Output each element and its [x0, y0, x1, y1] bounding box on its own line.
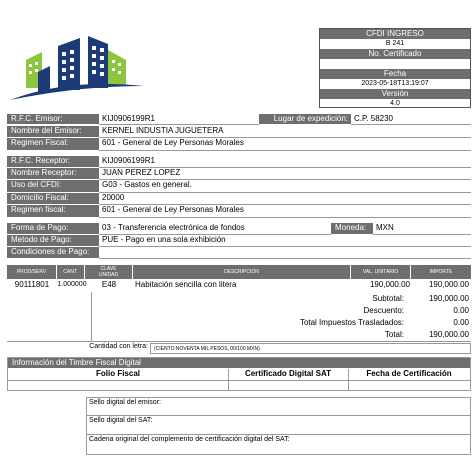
conceptos-header — [7, 265, 471, 279]
subtotal-label: Subtotal: — [372, 294, 404, 303]
metodo-pago: PUE - Pago en una sola exhibición — [99, 235, 471, 247]
row-clave: E48 — [101, 280, 117, 289]
cfdi-fecha-value: 2023-05-18T13:19:07 — [361, 80, 429, 87]
table-row — [7, 280, 471, 290]
descuento: 0.00 — [453, 306, 469, 315]
divider — [91, 292, 92, 342]
cfdi-cert-value — [320, 59, 470, 69]
receptor-regimen: 601 - General de Ley Personas Morales — [102, 205, 244, 214]
cadena-original-label: Cadena original del complemento de certificación digital del SAT: — [89, 436, 290, 443]
condiciones-pago-label: Condiciones de Pago: — [7, 247, 99, 259]
forma-pago-label: Forma de Pago: — [7, 223, 99, 235]
total-label: Total: — [384, 330, 404, 339]
condiciones-pago — [99, 247, 471, 259]
row-cant: 1.000000 — [57, 281, 87, 288]
receptor-section — [7, 156, 471, 218]
sello-emisor-box — [86, 397, 471, 416]
company-logo — [8, 30, 148, 102]
sello-sat-label: Sello digital del SAT: — [89, 417, 153, 424]
sello-sat-box — [86, 416, 471, 435]
receptor-regimen-label: Regimen fiscal: — [7, 205, 99, 218]
col-descripcion: DESCRIPCION — [133, 265, 351, 279]
cfdi-version-value: 4.0 — [390, 100, 400, 107]
cfdi-folio: B 241 — [385, 40, 405, 47]
emisor-rfc-label: R.F.C. Emisor: — [7, 114, 99, 125]
traslados: 0.00 — [453, 318, 469, 327]
cfdi-fecha-label: Fecha — [320, 69, 470, 79]
cfdi-title: CFDI INGRESO — [320, 29, 470, 39]
emisor-nombre: KERNEL INDUSTIA JUGUETERA — [99, 126, 471, 138]
moneda: MXN — [373, 223, 471, 235]
emisor-regimen: 601 - General de Ley Personas Morales — [102, 138, 244, 147]
cfdi-version-label: Versión — [320, 89, 470, 99]
cadena-original-box — [86, 435, 471, 455]
descuento-label: Descuento: — [363, 306, 404, 315]
subtotal: 190,000.00 — [428, 294, 469, 303]
pago-section — [7, 223, 471, 259]
metodo-pago-label: Metodo de Pago: — [7, 235, 99, 247]
domicilio-fiscal-label: Domicilio Fiscal: — [7, 193, 99, 205]
receptor-rfc: KIJ0906199R1 — [99, 156, 471, 168]
col-prodserv: PROD/SERV — [7, 265, 57, 279]
forma-pago: 03 - Transferencia electrónica de fondos — [99, 223, 331, 235]
timbre-section — [7, 357, 471, 391]
moneda-label: Moneda: — [331, 223, 373, 235]
sello-emisor-label: Sello digital del emisor: — [89, 399, 161, 406]
lugar-expedicion: C.P. 58230 — [351, 114, 471, 125]
cfdi-cert-label: No. Certificado — [320, 49, 470, 59]
cantidad-letra-label: Cantidad con letra: — [89, 343, 148, 350]
receptor-nombre-label: Nombre Receptor: — [7, 168, 99, 180]
col-cant: CANT. — [57, 265, 85, 279]
folio-fiscal-label: Folio Fiscal — [95, 369, 140, 378]
traslados-label: Total Impuestos Trasladados: — [299, 318, 404, 327]
row-prodserv: 90111801 — [14, 280, 50, 289]
cfdi-info-box — [319, 28, 471, 108]
timbre-row-line — [8, 380, 470, 381]
receptor-rfc-label: R.F.C. Receptor: — [7, 156, 99, 168]
lugar-expedicion-label: Lugar de expedición: — [259, 114, 351, 125]
emisor-section — [7, 114, 471, 151]
emisor-rfc: KIJ0906199R1 — [99, 114, 259, 125]
row-descripcion: Habitación sencilla con litera — [135, 280, 237, 289]
emisor-regimen-label: Regimen Fiscal: — [7, 138, 99, 151]
cantidad-letra: (CIENTO NOVENTA MIL PESOS, 00/100 MXN) — [150, 343, 471, 354]
uso-cfdi-label: Uso del CFDI: — [7, 180, 99, 193]
col-unitario: VAL. UNITARIO — [351, 265, 411, 279]
receptor-nombre: JUAN PEREZ LOPEZ — [99, 168, 471, 180]
col-importe: IMPORTE — [411, 265, 471, 279]
col-clave: CLAVE UNIDAD — [85, 265, 133, 279]
emisor-nombre-label: Nombre del Emisor: — [7, 126, 99, 138]
domicilio-fiscal: 20000 — [99, 193, 471, 205]
total: 190,000.00 — [428, 330, 469, 339]
row-importe: 190,000.00 — [428, 280, 469, 289]
row-unitario: 190,000.00 — [369, 280, 410, 289]
fecha-cert-label: Fecha de Certificación — [366, 369, 452, 378]
uso-cfdi: G03 - Gastos en general. — [99, 180, 471, 193]
cert-sat-label: Certificado Digital SAT — [244, 369, 332, 378]
timbre-title: Información del Timbre Fiscal Digital — [8, 358, 470, 369]
